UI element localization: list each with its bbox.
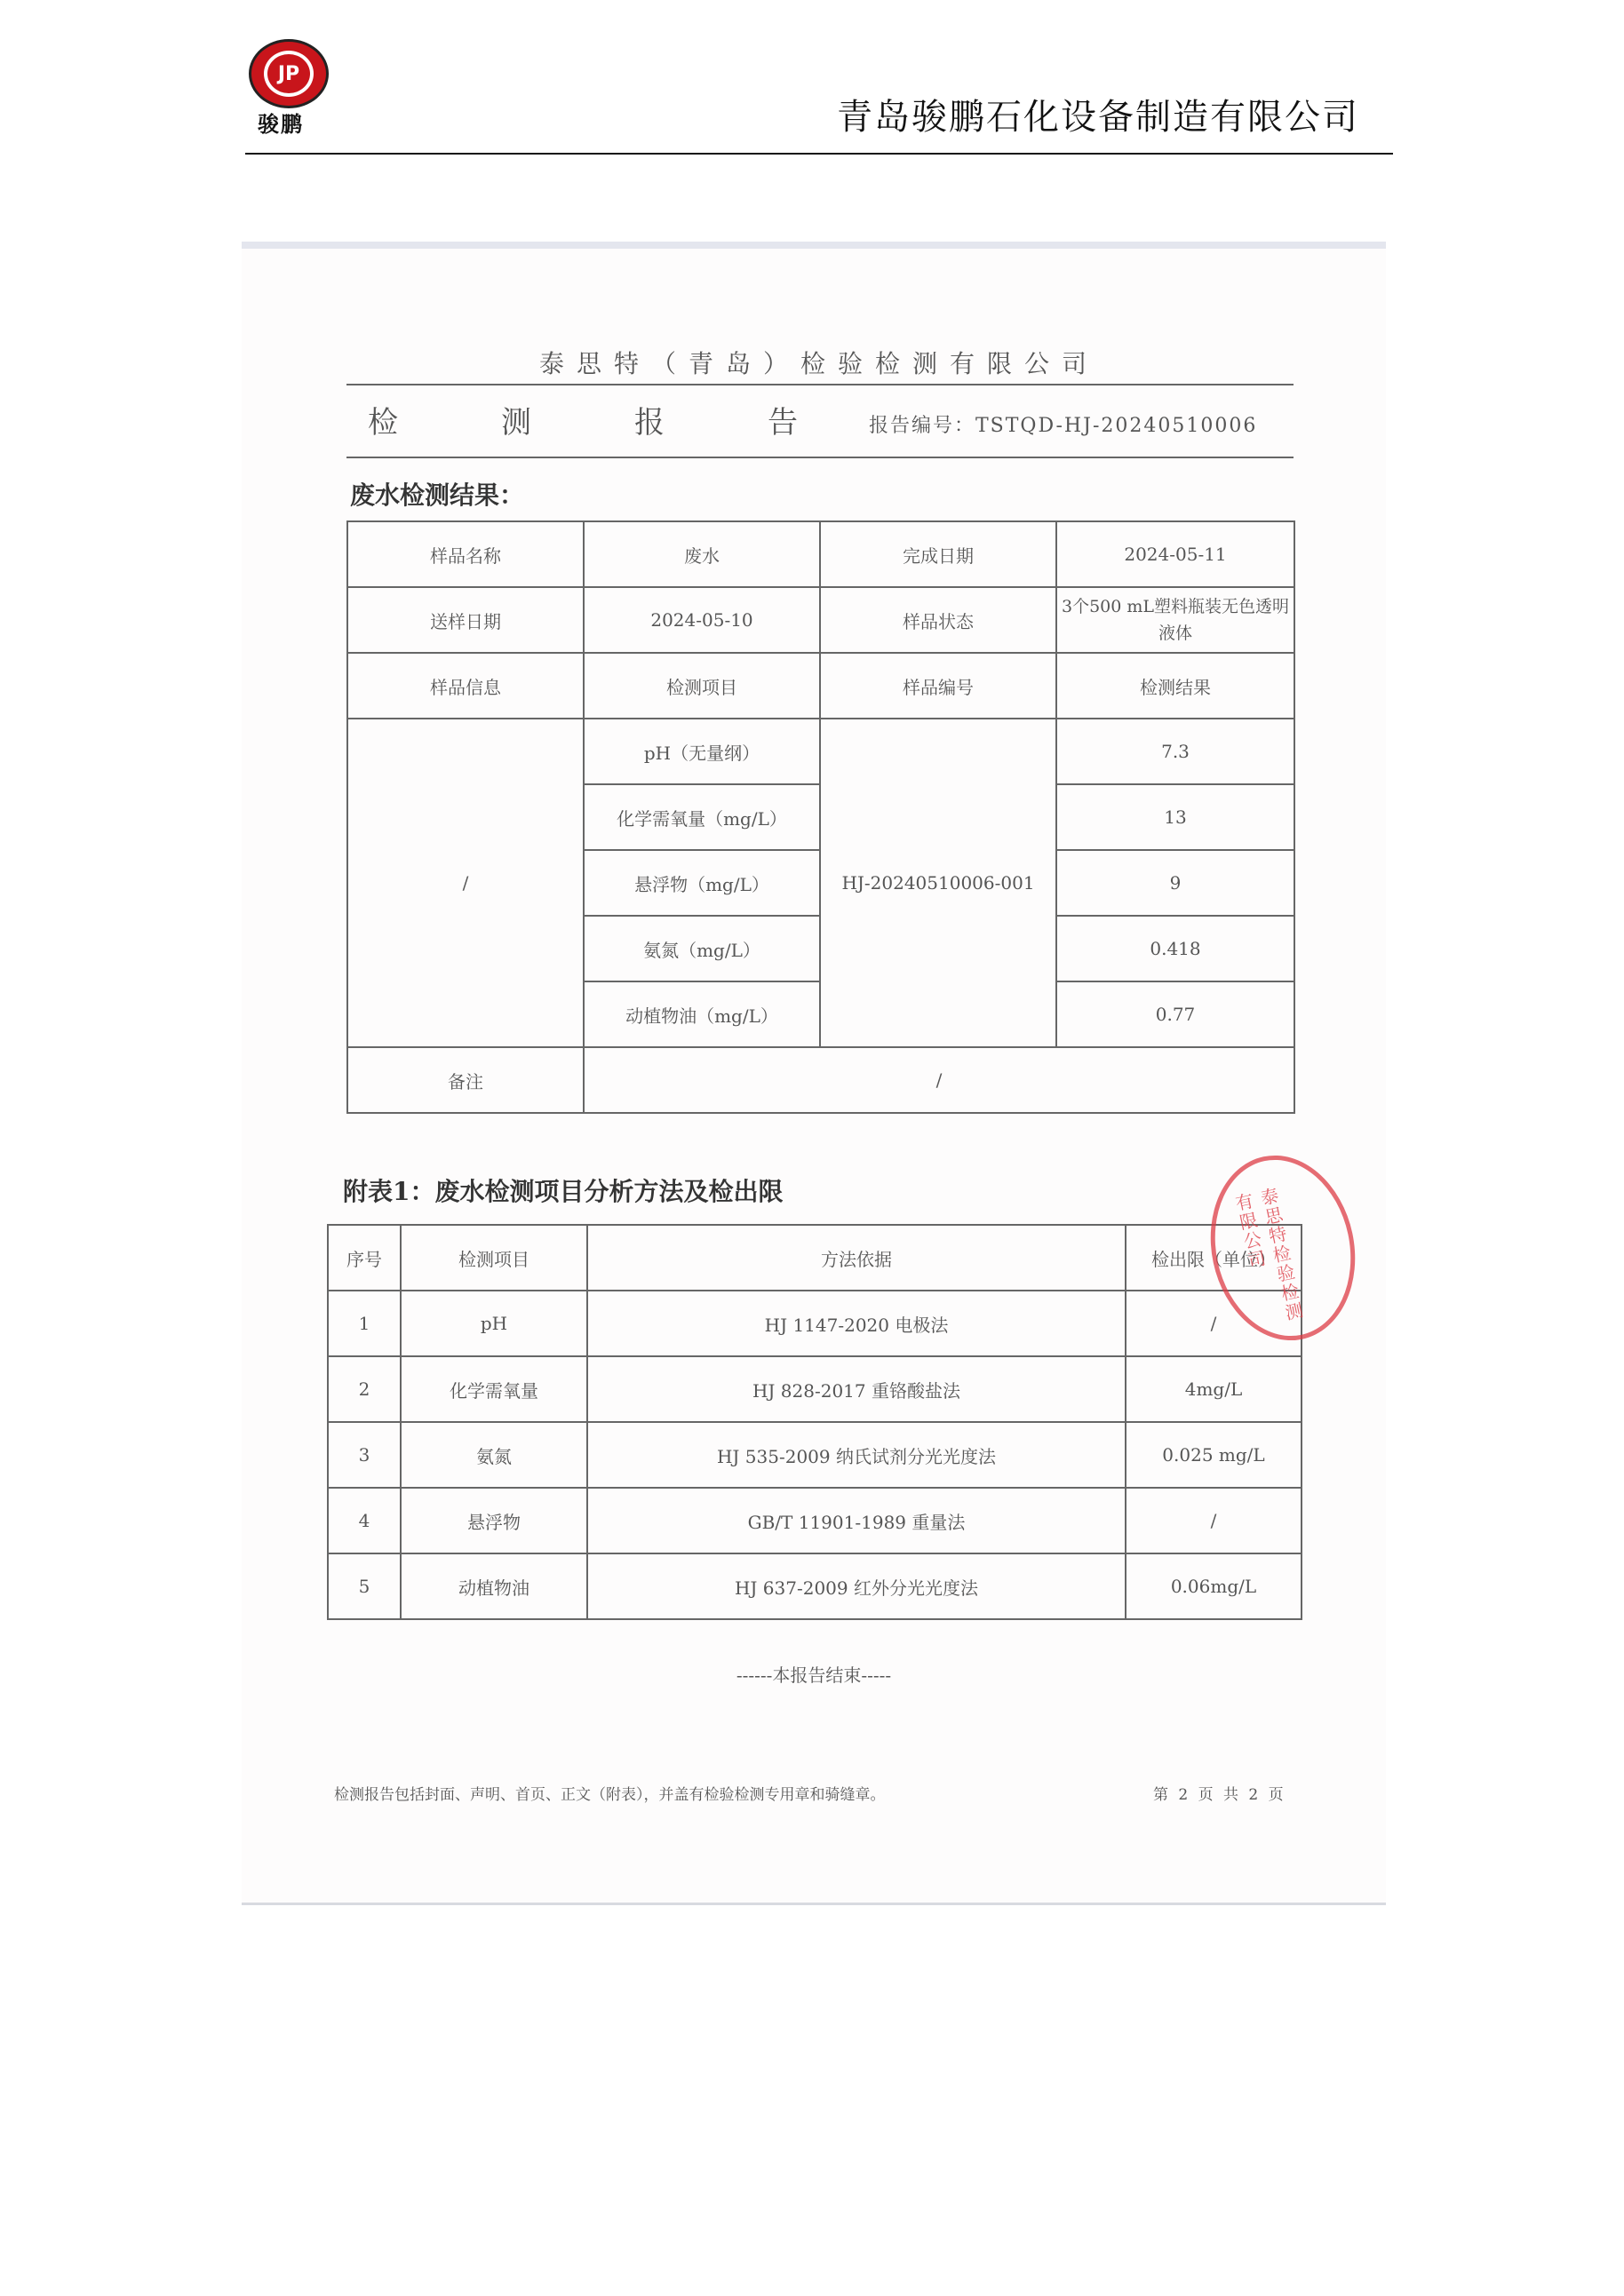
method-basis: HJ 535-2009 纳氏试剂分光光度法: [587, 1422, 1126, 1488]
company-logo: [245, 39, 329, 137]
sample-number: HJ-20240510006-001: [820, 719, 1056, 1047]
column-header: 检测项目: [401, 1225, 587, 1291]
header-divider: [245, 153, 1393, 155]
result-value: 9: [1056, 850, 1294, 916]
report-title: [368, 398, 901, 441]
result-value: 0.77: [1056, 981, 1294, 1047]
appendix-title: 附表1：废水检测项目分析方法及检出限: [343, 1177, 784, 1206]
table-row: [347, 653, 1294, 719]
result-item: 动植物油（mg/L）: [584, 981, 820, 1047]
result-value: 7.3: [1056, 719, 1294, 784]
appendix-table: [327, 1224, 1302, 1620]
detection-limit: /: [1126, 1291, 1302, 1356]
logo-emblem: [249, 39, 329, 108]
logo-mark: JP: [264, 51, 314, 97]
seal-text: 泰思特检验检测有限公司: [1230, 1185, 1306, 1324]
logo-text: 骏鹏: [258, 112, 304, 137]
result-item: pH（无量纲）: [584, 719, 820, 784]
result-item: 化学需氧量（mg/L）: [584, 784, 820, 850]
remark-label: 备注: [347, 1047, 584, 1113]
table-row: [328, 1291, 1302, 1356]
row-number: 2: [328, 1356, 401, 1422]
table-row: [328, 1488, 1302, 1553]
report-title-char: 告: [768, 405, 798, 441]
title-rule-top: [346, 384, 1294, 385]
table-row: [328, 1553, 1302, 1619]
report-end-line: ------本报告结束-----: [736, 1664, 892, 1686]
sample-no-header: 样品编号: [820, 653, 1056, 719]
table-header-row: [328, 1225, 1302, 1291]
method-item: 氨氮: [401, 1422, 587, 1488]
row-number: 4: [328, 1488, 401, 1553]
item-header: 检测项目: [584, 653, 820, 719]
results-title: 废水检测结果：: [350, 481, 525, 510]
method-item: 化学需氧量: [401, 1356, 587, 1422]
result-item: 氨氮（mg/L）: [584, 916, 820, 981]
method-basis: HJ 828-2017 重铬酸盐法: [587, 1356, 1126, 1422]
page-number: 第 2 页 共 2 页: [1153, 1786, 1286, 1804]
company-title: 青岛骏鹏石化设备制造有限公司: [837, 97, 1359, 138]
report-title-char: 检: [368, 405, 398, 441]
detection-limit: 0.025 mg/L: [1126, 1422, 1302, 1488]
lab-name: 泰思特（青岛）检验检测有限公司: [538, 349, 1099, 378]
remark-value: /: [584, 1047, 1294, 1113]
submit-date: 2024-05-10: [584, 587, 820, 653]
sample-state-label: 样品状态: [820, 587, 1056, 653]
row-number: 1: [328, 1291, 401, 1356]
method-basis: HJ 1147-2020 电极法: [587, 1291, 1126, 1356]
detection-limit: 0.06mg/L: [1126, 1553, 1302, 1619]
method-item: 悬浮物: [401, 1488, 587, 1553]
table-row: [347, 521, 1294, 587]
sample-info-label: 样品信息: [347, 653, 584, 719]
detection-limit: 4mg/L: [1126, 1356, 1302, 1422]
result-value: 0.418: [1056, 916, 1294, 981]
column-header: 方法依据: [587, 1225, 1126, 1291]
sample-state: 3个500 mL塑料瓶装无色透明液体: [1056, 587, 1294, 653]
method-basis: HJ 637-2009 红外分光光度法: [587, 1553, 1126, 1619]
sample-name: 废水: [584, 521, 820, 587]
result-header: 检测结果: [1056, 653, 1294, 719]
table-row: [328, 1422, 1302, 1488]
table-row: [347, 1047, 1294, 1113]
table-row: [328, 1356, 1302, 1422]
completion-date: 2024-05-11: [1056, 521, 1294, 587]
result-item: 悬浮物（mg/L）: [584, 850, 820, 916]
table-row: [347, 587, 1294, 653]
report-footnote: 检测报告包括封面、声明、首页、正文（附表），并盖有检验检测专用章和骑缝章。: [334, 1786, 886, 1804]
method-item: pH: [401, 1291, 587, 1356]
title-rule-bottom: [346, 457, 1294, 458]
method-basis: GB/T 11901-1989 重量法: [587, 1488, 1126, 1553]
report-title-char: 报: [634, 405, 665, 441]
column-header: 检出限（单位）: [1126, 1225, 1302, 1291]
row-number: 3: [328, 1422, 401, 1488]
table-row: [347, 719, 1294, 784]
submit-date-label: 送样日期: [347, 587, 584, 653]
results-table: [346, 520, 1295, 1114]
sample-info-value: /: [347, 719, 584, 1047]
report-title-char: 测: [501, 405, 531, 441]
report-number: 报告编号：TSTQD-HJ-20240510006: [869, 415, 1258, 437]
method-item: 动植物油: [401, 1553, 587, 1619]
result-value: 13: [1056, 784, 1294, 850]
scanned-report: [242, 242, 1386, 1905]
row-number: 5: [328, 1553, 401, 1619]
column-header: 序号: [328, 1225, 401, 1291]
detection-limit: /: [1126, 1488, 1302, 1553]
completion-date-label: 完成日期: [820, 521, 1056, 587]
sample-name-label: 样品名称: [347, 521, 584, 587]
